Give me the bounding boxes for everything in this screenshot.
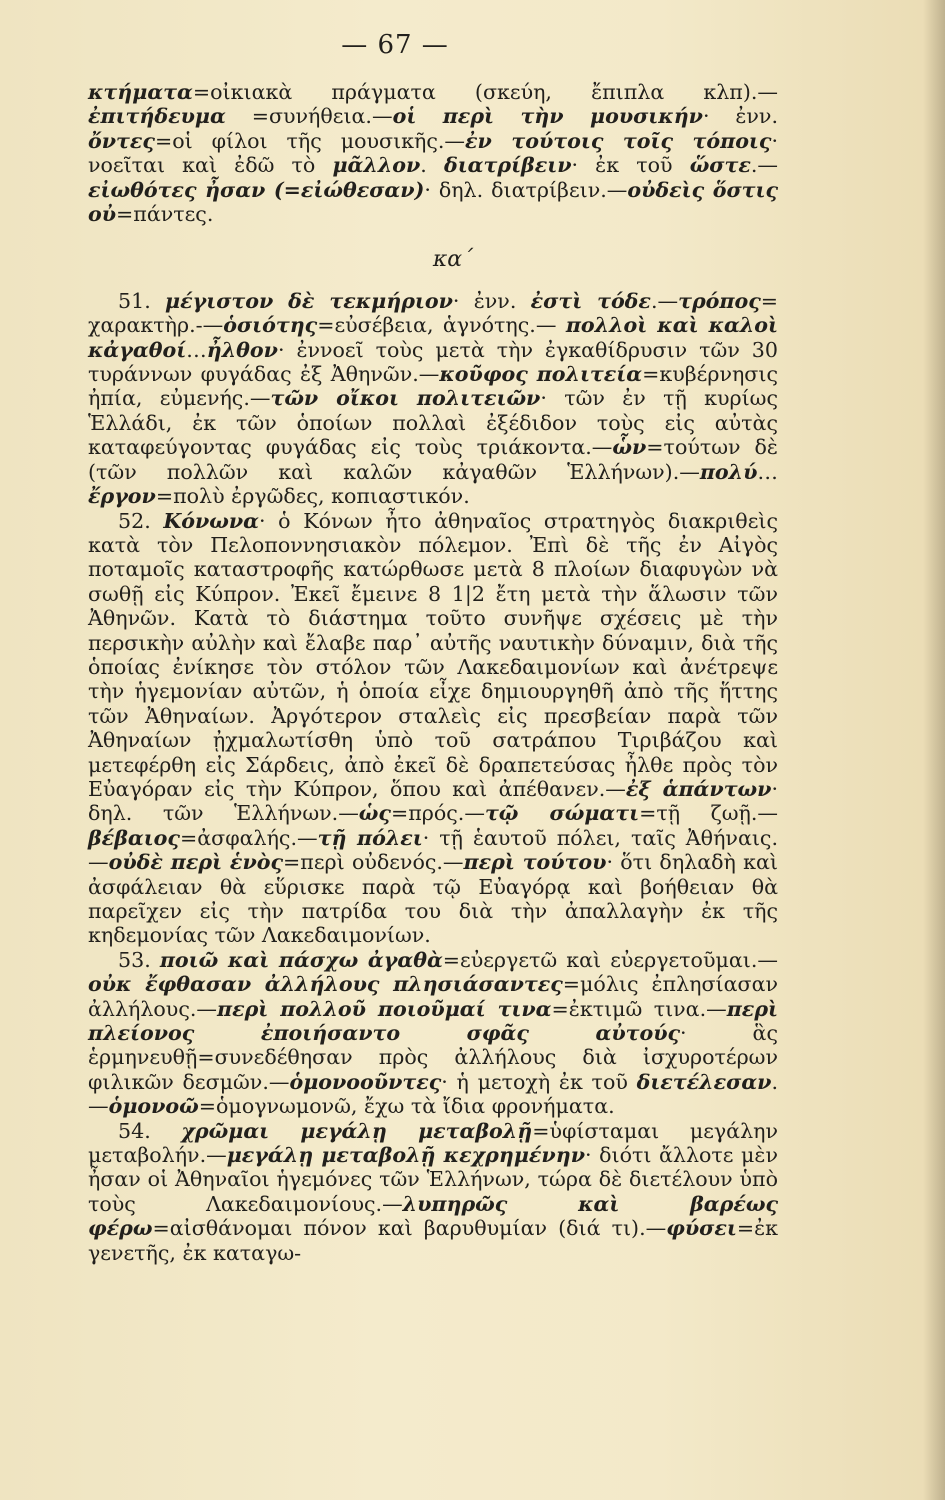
gloss-text: =τούτων δὲ (τῶν πολλῶν καὶ καλῶν κἀγαθῶν Ἑλλήνων).—	[88, 435, 778, 484]
gloss-text: · τῶν ἐν τῇ κυρίως Ἑλλάδι, ἐκ τῶν ὁποίων πολλαὶ ἐξέδιδον τοὺς εἰς αὐτὰς καταφεύγοντας φυγάδας εἰς τοὺς τριάκοντα.—	[88, 386, 778, 460]
lemma-term: περὶ πολλοῦ ποιοῦμαί τινα	[217, 996, 552, 1021]
lemma-term: ὁμονοῶ	[108, 1094, 199, 1119]
gloss-text: · ἐνν.	[452, 288, 531, 313]
gloss-text: · ὅτι δηλαδὴ καὶ ἀσφάλειαν θὰ εὕρισκε παρὰ τῷ Εὐαγόρᾳ καὶ βοήθειαν θὰ παρεῖχεν εἰς τὴν πατρίδα του διὰ τὴν ἀπαλλαγὴν ἐκ τῆς κηδεμονίας τῶν Λακεδαιμονίων.	[88, 850, 778, 948]
gloss-text: =κυβέρνησις ἠπία, εὐμενής.—	[88, 362, 778, 411]
gloss-text: =ἐκ γενετῆς, ἐκ καταγω-	[88, 1216, 778, 1265]
lemma-term: τῷ σώματι	[484, 801, 640, 826]
lemma-term: ὥστε	[689, 153, 751, 178]
lemma-term: ἐπιτήδευμα	[88, 104, 226, 129]
gloss-text: 51.	[118, 288, 166, 313]
gloss-text: =μόλις ἐπλησίασαν ἀλλήλους.—	[88, 972, 778, 1021]
gloss-text: · ἡ μετοχὴ ἐκ τοῦ	[441, 1069, 637, 1094]
gloss-text: =ὑφίσταμαι μεγάλην μεταβολήν.—	[88, 1118, 778, 1168]
gloss-text: · νοεῖται καὶ ἐδῶ τὸ	[88, 128, 778, 178]
lemma-term: ἦλθον	[206, 337, 278, 362]
paragraph-52	[88, 509, 778, 948]
lemma-term: Κόνωνα	[163, 508, 260, 533]
lemma-term: περὶ πλείονος ἐποιήσαντο σφᾶς αὐτούς	[88, 996, 778, 1046]
gloss-text: = χαρακτὴρ.-—	[88, 288, 778, 338]
gloss-text: 54.	[118, 1118, 182, 1143]
gloss-text: …	[757, 459, 778, 484]
lemma-term: βέβαιος	[88, 825, 180, 850]
gloss-text: =εὐεργετῶ καὶ εὐεργετοῦμαι.—	[442, 947, 778, 972]
gloss-text: · ὁ Κόνων ἦτο ἀθηναῖος στρατηγὸς διακριθεὶς κατὰ τὸν Πελοποννησιακὸν πόλεμον. Ἐπὶ δὲ τῆς ἐν Αἰγὸς ποταμοῖς καταστροφῆς κατώρθωσε μετὰ 8 πλοίων διαφυγὼν νὰ σωθῇ εἰς Κύπρον. Ἐκεῖ ἔμεινε 8 1|2 ἔτη μετὰ τὴν ἅλωσιν τῶν Ἀθηνῶν. Κατὰ τὸ διάστημα τοῦτο συνῆψε σχέσεις μὲ τὴν περσικὴν αὐλὴν καὶ ἔλαβε παρ᾽ αὐτῆς ναυτικὴν δύναμιν, διὰ τῆς ὁποίας ἐνίκησε τὸν στόλον τῶν Λακεδαιμονίων καὶ ἀνέτρεψε τὴν ἡγεμονίαν αὐτῶν, ἡ ὁποία εἶχε δημιουργηθῆ ἀπὸ τῆς ἥττης τῶν Ἀθηναίων. Ἀργότερον σταλεὶς εἰς πρεσβείαν παρὰ τῶν Ἀθηναίων ᾐχμαλωτίσθη ὑπὸ τοῦ σατράπου Τιριβάζου καὶ μετεφέρθη εἰς Σάρδεις, ἀπὸ ἐκεῖ δὲ δραπετεύσας ἦλθε πρὸς τὸν Εὐαγόραν εἰς τὴν Κύπρον, ὅπου καὶ ἀπέθανεν.—	[88, 508, 778, 801]
lemma-term: ὡς	[358, 801, 391, 826]
lemma-term: οὐκ ἔφθασαν ἀλλήλους πλησιάσαντες	[88, 972, 563, 997]
lemma-term: ὁμονοοῦντες	[289, 1069, 442, 1094]
gloss-text: =συνήθεια.—	[225, 104, 393, 129]
intro-paragraph	[88, 80, 778, 226]
lemma-term: οὐδεὶς ὅστις οὐ	[88, 177, 778, 227]
lemma-term: πολύ	[699, 459, 758, 484]
gloss-text: · δηλ. τῶν Ἑλλήνων.—	[88, 776, 778, 826]
lemma-term: μεγάλῃ μεταβολῇ κεχρημένην	[226, 1143, 585, 1168]
lemma-term: ποιῶ καὶ πάσχω ἀγαθὰ	[159, 947, 443, 972]
page-number: — 67 —	[341, 30, 449, 60]
gloss-text: =αἰσθάνομαι πόνον καὶ βαρυθυμίαν (διά τι).—	[152, 1216, 667, 1241]
section-mark: κα΄	[432, 247, 474, 273]
gloss-text: =ἐκτιμῶ τινα.—	[551, 996, 727, 1021]
lemma-term: λυπηρῶς καὶ βαρέως φέρω	[88, 1191, 778, 1241]
gloss-text: · ἐνν.	[702, 104, 778, 129]
gloss-text: =τῇ ζωῇ.—	[639, 801, 779, 826]
lemma-term: διετέλεσαν	[636, 1069, 772, 1094]
lemma-term: ἐστὶ τόδε	[530, 288, 651, 313]
lemma-term: κτήματα	[88, 80, 193, 104]
gloss-text: 53.	[118, 947, 160, 972]
gloss-text: · ἐκ τοῦ	[571, 153, 690, 178]
gloss-text: · δηλ. διατρίβειν.—	[424, 177, 628, 202]
gloss-text: =ὁμογνωμονῶ, ἔχω τὰ ἴδια φρονήματα.	[198, 1094, 615, 1119]
gloss-text: · ἐννοεῖ τοὺς μετὰ τὴν ἐγκαθίδρυσιν τῶν 30 τυράννων φυγάδας ἐξ Ἀθηνῶν.—	[88, 337, 778, 387]
lemma-term: ὁσιότης	[223, 313, 318, 338]
lemma-term: κοῦφος πολιτεία	[439, 362, 643, 387]
lemma-term: ὄντες	[88, 128, 155, 153]
gloss-text: …	[186, 337, 207, 362]
gloss-text: .	[420, 153, 444, 178]
gloss-text: =πολὺ ἐργῶδες, κοπιαστικόν.	[155, 484, 470, 509]
gloss-text: · διότι ἄλλοτε μὲν ἦσαν οἱ Ἀθηναῖοι ἡγεμόνες τῶν Ἑλλήνων, τώρα δὲ διετέλουν ὑπὸ τοὺς Λακεδαιμονίους.—	[88, 1143, 778, 1216]
lemma-term: ὧν	[612, 435, 647, 460]
lemma-term: τρόπος	[678, 288, 761, 313]
gloss-text: · ἃς ἑρμηνευθῇ=συνεδέθησαν πρὸς ἀλλήλους διὰ ἰσχυροτέρων φιλικῶν δεσμῶν.—	[88, 1021, 778, 1094]
lemma-term: μᾶλλον	[332, 153, 421, 178]
page-edge-shadow	[923, 0, 945, 1500]
gloss-text: .—	[650, 288, 679, 313]
commentary-text	[88, 80, 778, 1265]
paragraph-51	[88, 289, 778, 509]
lemma-term: χρῶμαι μεγάλῃ μεταβολῇ	[181, 1118, 533, 1143]
lemma-term: τῇ πόλει	[317, 825, 423, 850]
lemma-term: ἐν τούτοις τοῖς τόποις	[465, 128, 772, 153]
lemma-term: οὐδὲ περὶ ἑνὸς	[108, 850, 284, 875]
gloss-text: .—	[750, 153, 778, 178]
gloss-text: =ἀσφαλής.—	[179, 825, 318, 850]
gloss-text: =οἰκιακὰ πράγματα (σκεύη, ἔπιπλα κλπ).—	[192, 80, 778, 104]
gloss-text: 52.	[118, 508, 164, 533]
lemma-term: περὶ τούτου	[463, 850, 607, 875]
lemma-term: πολλοὶ καὶ καλοὶ κἀγαθοί	[88, 313, 778, 362]
gloss-text: · τῇ ἑαυτοῦ πόλει, ταῖς Ἀθήναις.—	[88, 825, 779, 875]
lemma-term: εἰωθότες ἦσαν (=εἰώθεσαν)	[88, 177, 425, 202]
lemma-term: ἔργον	[88, 484, 156, 509]
paragraph-53	[88, 948, 778, 1119]
lemma-term: διατρίβειν	[443, 153, 572, 178]
gloss-text: =εὐσέβεια, ἁγνότης.—	[317, 313, 566, 338]
lemma-term: οἱ περὶ τὴν μουσικήν	[392, 104, 703, 129]
gloss-text: =οἱ φίλοι τῆς μουσικῆς.—	[154, 128, 466, 153]
lemma-term: φύσει	[666, 1216, 737, 1241]
lemma-term: τῶν οἴκοι πολιτειῶν	[270, 386, 541, 411]
gloss-text: =περὶ οὐδενός.—	[283, 850, 464, 875]
gloss-text: .—	[88, 1069, 778, 1119]
lemma-term: μέγιστον δὲ τεκμήριον	[165, 288, 453, 313]
gloss-text: =πρός.—	[390, 801, 485, 826]
gloss-text: =πάντες.	[116, 202, 214, 227]
lemma-term: ἐξ ἁπάντων	[625, 776, 772, 801]
paragraph-54	[88, 1119, 778, 1265]
